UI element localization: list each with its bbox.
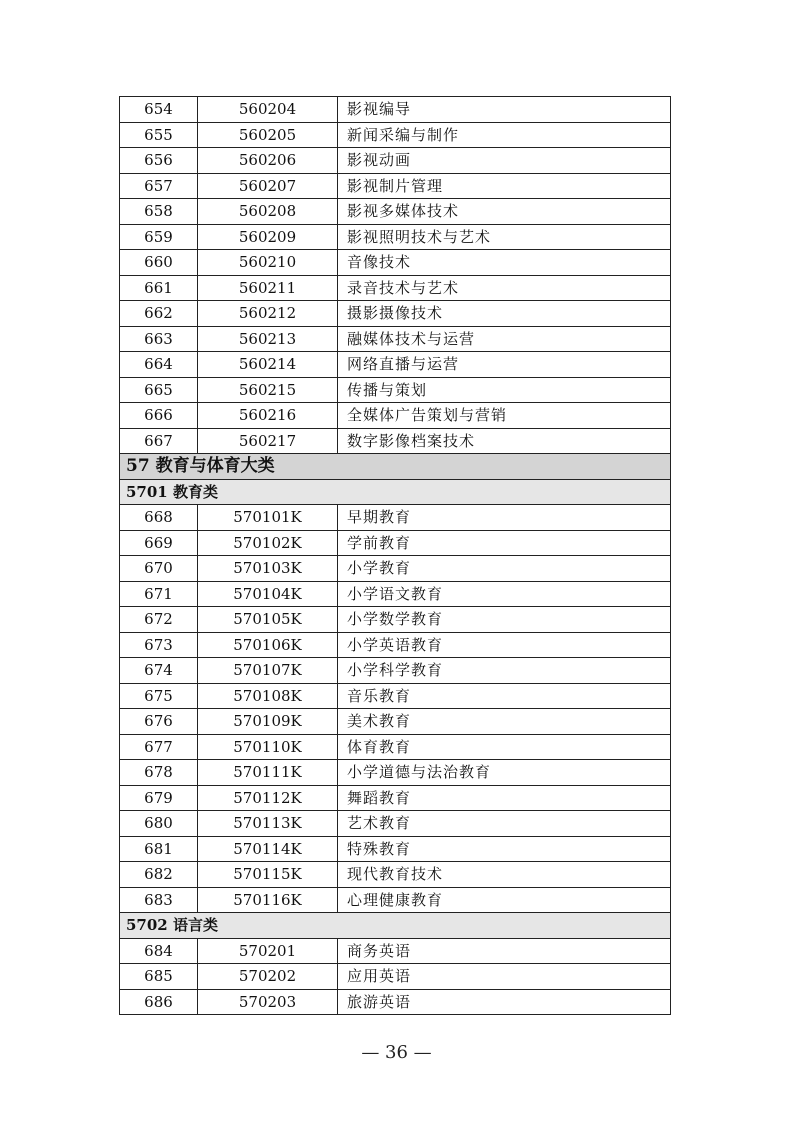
row-major-code: 570101K: [198, 505, 338, 531]
table-row: [120, 862, 671, 888]
row-seq-number: 654: [120, 97, 198, 123]
row-major-code: 570112K: [198, 785, 338, 811]
row-major-code: 560207: [198, 173, 338, 199]
table-row: [120, 760, 671, 786]
subcategory-language-section: [120, 913, 671, 939]
table-row: [120, 250, 671, 276]
rows-language-section: [120, 938, 671, 1015]
row-seq-number: 658: [120, 199, 198, 225]
subcategory-label: 5701 教育类: [120, 479, 671, 505]
row-seq-number: 685: [120, 964, 198, 990]
row-seq-number: 669: [120, 530, 198, 556]
subcategory-label: 5702 语言类: [120, 913, 671, 939]
row-major-name: 影视多媒体技术: [338, 199, 671, 225]
row-seq-number: 668: [120, 505, 198, 531]
table-row: [120, 964, 671, 990]
table-row: [120, 97, 671, 123]
subcategory-row: [120, 479, 671, 505]
table-row: [120, 709, 671, 735]
table-row: [120, 734, 671, 760]
major-catalog-table: [119, 96, 671, 1015]
page-number: — 36 —: [361, 1042, 432, 1063]
row-major-name: 美术教育: [338, 709, 671, 735]
row-seq-number: 676: [120, 709, 198, 735]
row-major-code: 570116K: [198, 887, 338, 913]
row-major-name: 小学教育: [338, 556, 671, 582]
row-seq-number: 679: [120, 785, 198, 811]
subcategory-row: [120, 913, 671, 939]
row-major-code: 560209: [198, 224, 338, 250]
row-seq-number: 674: [120, 658, 198, 684]
row-major-name: 小学科学教育: [338, 658, 671, 684]
row-major-name: 影视编导: [338, 97, 671, 123]
row-seq-number: 655: [120, 122, 198, 148]
table-row: [120, 632, 671, 658]
table-row: [120, 989, 671, 1015]
row-major-code: 570107K: [198, 658, 338, 684]
row-seq-number: 657: [120, 173, 198, 199]
table-row: [120, 607, 671, 633]
row-seq-number: 656: [120, 148, 198, 174]
table-row: [120, 428, 671, 454]
row-major-name: 传播与策划: [338, 377, 671, 403]
table-row: [120, 683, 671, 709]
row-major-code: 560212: [198, 301, 338, 327]
row-major-name: 新闻采编与制作: [338, 122, 671, 148]
row-major-name: 数字影像档案技术: [338, 428, 671, 454]
table-row: [120, 658, 671, 684]
row-major-code: 570104K: [198, 581, 338, 607]
row-major-code: 570110K: [198, 734, 338, 760]
table-row: [120, 326, 671, 352]
row-major-code: 570115K: [198, 862, 338, 888]
row-major-code: 560211: [198, 275, 338, 301]
row-major-name: 特殊教育: [338, 836, 671, 862]
table-row: [120, 581, 671, 607]
row-seq-number: 664: [120, 352, 198, 378]
row-seq-number: 677: [120, 734, 198, 760]
table-row: [120, 887, 671, 913]
table-row: [120, 785, 671, 811]
table-row: [120, 377, 671, 403]
row-major-code: 570106K: [198, 632, 338, 658]
row-major-name: 应用英语: [338, 964, 671, 990]
table-row: [120, 938, 671, 964]
category-label: 57 教育与体育大类: [120, 454, 671, 480]
row-major-name: 音像技术: [338, 250, 671, 276]
row-major-name: 小学数学教育: [338, 607, 671, 633]
row-seq-number: 665: [120, 377, 198, 403]
row-major-name: 小学语文教育: [338, 581, 671, 607]
row-major-name: 音乐教育: [338, 683, 671, 709]
row-seq-number: 678: [120, 760, 198, 786]
row-seq-number: 663: [120, 326, 198, 352]
row-seq-number: 686: [120, 989, 198, 1015]
table-row: [120, 403, 671, 429]
row-seq-number: 666: [120, 403, 198, 429]
row-major-name: 艺术教育: [338, 811, 671, 837]
row-major-code: 570113K: [198, 811, 338, 837]
row-seq-number: 684: [120, 938, 198, 964]
row-seq-number: 681: [120, 836, 198, 862]
category-section: [120, 454, 671, 505]
category-row: [120, 454, 671, 480]
table-row: [120, 275, 671, 301]
row-major-name: 摄影摄像技术: [338, 301, 671, 327]
table-row: [120, 199, 671, 225]
table-row: [120, 224, 671, 250]
table-row: [120, 505, 671, 531]
row-major-code: 570114K: [198, 836, 338, 862]
row-major-name: 体育教育: [338, 734, 671, 760]
row-major-name: 网络直播与运营: [338, 352, 671, 378]
table-row: [120, 530, 671, 556]
row-major-code: 560213: [198, 326, 338, 352]
table-row: [120, 811, 671, 837]
row-major-name: 心理健康教育: [338, 887, 671, 913]
row-major-code: 570108K: [198, 683, 338, 709]
row-major-code: 570203: [198, 989, 338, 1015]
row-major-code: 570202: [198, 964, 338, 990]
table-row: [120, 556, 671, 582]
row-major-code: 560217: [198, 428, 338, 454]
row-major-code: 560216: [198, 403, 338, 429]
row-major-name: 小学道德与法治教育: [338, 760, 671, 786]
rows-top-section: [120, 97, 671, 454]
row-major-code: 560215: [198, 377, 338, 403]
table-row: [120, 836, 671, 862]
table-row: [120, 352, 671, 378]
row-major-name: 商务英语: [338, 938, 671, 964]
table-row: [120, 148, 671, 174]
table-row: [120, 122, 671, 148]
row-major-name: 学前教育: [338, 530, 671, 556]
row-major-name: 录音技术与艺术: [338, 275, 671, 301]
table-row: [120, 301, 671, 327]
row-major-code: 560206: [198, 148, 338, 174]
row-major-name: 旅游英语: [338, 989, 671, 1015]
table-row: [120, 173, 671, 199]
row-seq-number: 680: [120, 811, 198, 837]
row-major-code: 560210: [198, 250, 338, 276]
row-major-code: 560208: [198, 199, 338, 225]
row-major-code: 560204: [198, 97, 338, 123]
row-seq-number: 673: [120, 632, 198, 658]
row-major-code: 570201: [198, 938, 338, 964]
row-seq-number: 667: [120, 428, 198, 454]
row-seq-number: 659: [120, 224, 198, 250]
row-major-name: 影视制片管理: [338, 173, 671, 199]
row-major-name: 融媒体技术与运营: [338, 326, 671, 352]
row-major-code: 570103K: [198, 556, 338, 582]
row-seq-number: 670: [120, 556, 198, 582]
row-major-name: 早期教育: [338, 505, 671, 531]
row-major-name: 影视照明技术与艺术: [338, 224, 671, 250]
row-major-code: 570111K: [198, 760, 338, 786]
row-major-name: 全媒体广告策划与营销: [338, 403, 671, 429]
row-seq-number: 672: [120, 607, 198, 633]
row-major-name: 现代教育技术: [338, 862, 671, 888]
row-seq-number: 662: [120, 301, 198, 327]
row-seq-number: 660: [120, 250, 198, 276]
row-seq-number: 682: [120, 862, 198, 888]
row-major-code: 560214: [198, 352, 338, 378]
row-major-name: 舞蹈教育: [338, 785, 671, 811]
row-seq-number: 661: [120, 275, 198, 301]
row-major-name: 小学英语教育: [338, 632, 671, 658]
row-seq-number: 671: [120, 581, 198, 607]
row-seq-number: 675: [120, 683, 198, 709]
row-major-code: 560205: [198, 122, 338, 148]
row-major-code: 570105K: [198, 607, 338, 633]
row-major-code: 570109K: [198, 709, 338, 735]
rows-education-section: [120, 505, 671, 913]
row-major-name: 影视动画: [338, 148, 671, 174]
row-major-code: 570102K: [198, 530, 338, 556]
row-seq-number: 683: [120, 887, 198, 913]
